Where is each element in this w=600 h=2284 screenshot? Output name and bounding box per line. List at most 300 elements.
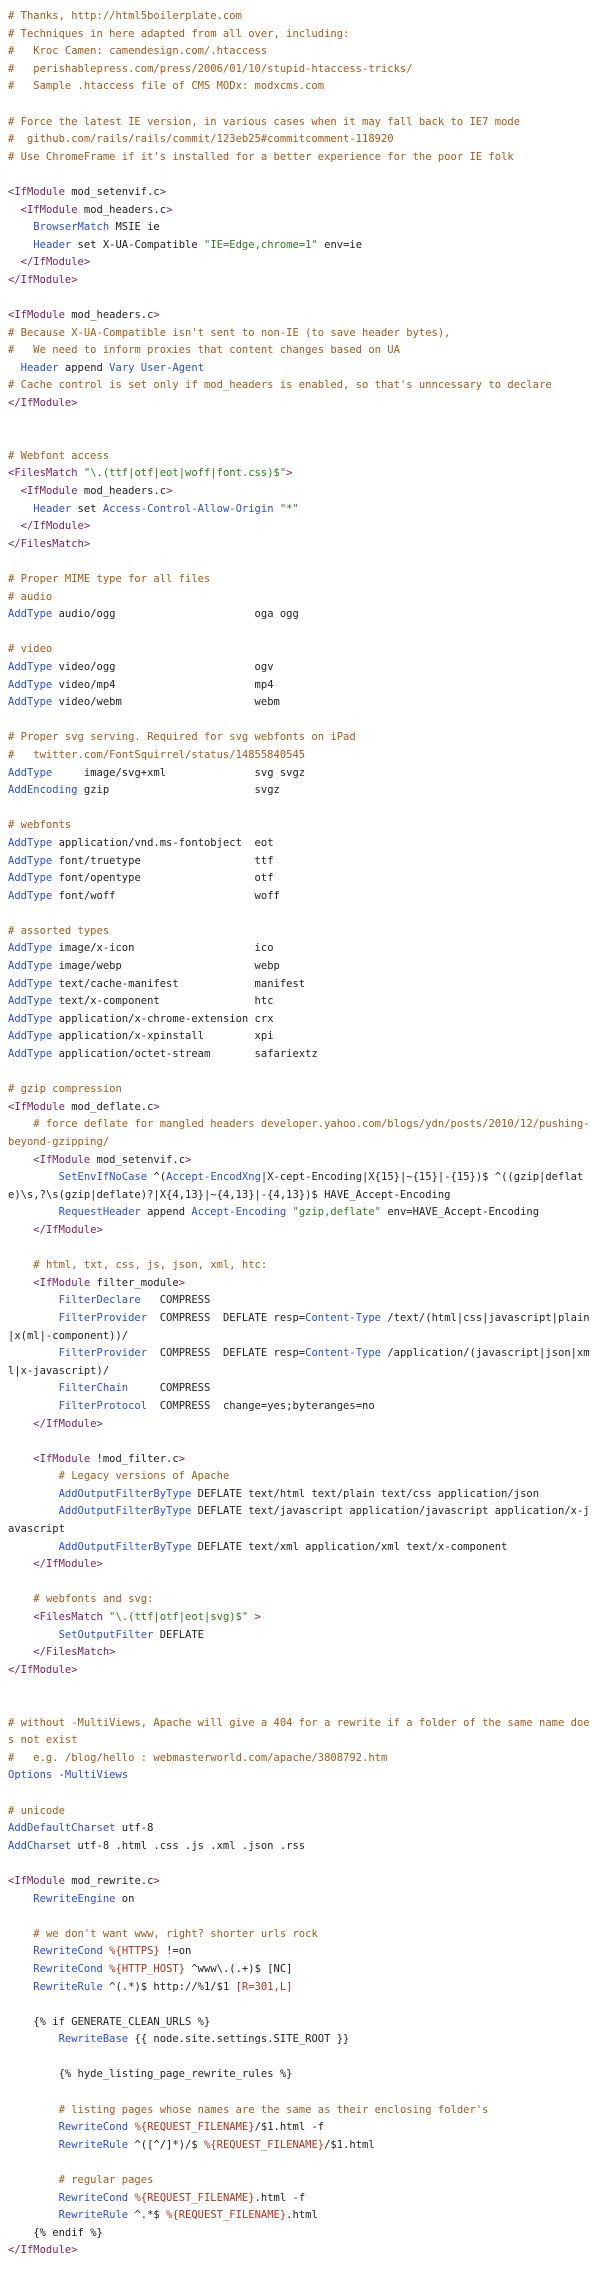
directive-token: RewriteCond bbox=[58, 2191, 129, 2204]
code-text: text/cache-manifest manifest bbox=[52, 977, 306, 990]
code-text: ^(.*)$ http://%1/$1 bbox=[102, 1980, 236, 1993]
tag-token: > bbox=[166, 485, 173, 498]
tag-token: > bbox=[153, 1100, 160, 1113]
code-line bbox=[8, 589, 592, 607]
code-text: mod_rewrite.c bbox=[64, 1874, 154, 1887]
comment-text: # perishablepress.com/press/2006/01/10/stupid-htaccess-tricks/ bbox=[8, 62, 413, 75]
directive-token: AddType bbox=[8, 696, 53, 709]
variable-token: %{HTTP_HOST} bbox=[109, 1962, 186, 1975]
comment-text: # unicode bbox=[8, 1804, 65, 1817]
code-line bbox=[8, 571, 592, 589]
code-text: env=ie bbox=[317, 238, 363, 251]
code-text bbox=[8, 1646, 33, 1658]
code-text: font/opentype otf bbox=[52, 872, 274, 885]
directive-token: FilterProtocol bbox=[58, 1399, 148, 1412]
blank-line bbox=[8, 2154, 592, 2172]
blank-line bbox=[8, 1433, 592, 1451]
code-text bbox=[8, 485, 21, 497]
code-text: COMPRESS DEFLATE resp= bbox=[147, 1347, 306, 1360]
directive-token: RewriteCond bbox=[33, 1962, 103, 1975]
code-text: on bbox=[115, 1892, 135, 1905]
string-token: "*" bbox=[279, 502, 299, 515]
comment-text: # e.g. /blog/hello : webmasterworld.com/apache/3808792.htm bbox=[8, 1751, 388, 1764]
code-text bbox=[8, 2139, 59, 2151]
code-line bbox=[8, 1468, 592, 1486]
directive-token: RewriteRule bbox=[33, 1980, 103, 1993]
code-line bbox=[8, 254, 592, 272]
code-text: set X-UA-Compatible bbox=[71, 238, 204, 251]
string-token: "\.(ttf|otf|eot|svg)$" bbox=[109, 1611, 249, 1624]
blank-line bbox=[8, 624, 592, 642]
directive-token: AddType bbox=[8, 872, 53, 885]
code-line bbox=[8, 1943, 592, 1961]
code-line bbox=[8, 114, 592, 132]
code-text: application/x-chrome-extension crx bbox=[52, 1012, 274, 1025]
code-line bbox=[8, 870, 592, 888]
code-line bbox=[8, 1011, 592, 1029]
comment-text: # we don't want www, right? shorter urls rock bbox=[8, 1927, 318, 1940]
directive-token: AddOutputFilterByType bbox=[58, 1505, 192, 1518]
comment-text: # video bbox=[8, 643, 53, 656]
blank-line bbox=[8, 1574, 592, 1592]
code-text: mod_deflate.c bbox=[64, 1100, 154, 1113]
code-line bbox=[8, 1099, 592, 1117]
tag-token: <IfModule bbox=[20, 485, 78, 498]
code-line bbox=[8, 1838, 592, 1856]
code-line bbox=[8, 2014, 592, 2032]
code-line bbox=[8, 465, 592, 483]
code-line bbox=[8, 8, 592, 26]
code-line bbox=[8, 184, 592, 202]
code-text: COMPRESS bbox=[128, 1382, 211, 1395]
code-line bbox=[8, 1081, 592, 1099]
code-text bbox=[8, 1453, 33, 1465]
code-text: video/webm webm bbox=[52, 696, 280, 709]
tag-token: </IfModule> bbox=[33, 1223, 103, 1236]
tag-token: > bbox=[178, 1452, 186, 1465]
code-line bbox=[8, 518, 592, 536]
code-line bbox=[8, 659, 592, 677]
code-text bbox=[8, 1893, 33, 1905]
blank-line bbox=[8, 430, 592, 448]
blank-line bbox=[8, 166, 592, 184]
code-line bbox=[8, 448, 592, 466]
tag-token: > bbox=[153, 1874, 160, 1887]
directive-token: AddType bbox=[8, 766, 53, 779]
code-line bbox=[8, 1662, 592, 1680]
tag-token: </IfModule> bbox=[8, 397, 78, 410]
code-line bbox=[8, 1275, 592, 1293]
code-line bbox=[8, 1416, 592, 1434]
code-line bbox=[8, 1169, 592, 1204]
code-line bbox=[8, 1257, 592, 1275]
code-line bbox=[8, 501, 592, 519]
directive-token: Access-Control-Allow-Origin bbox=[102, 502, 274, 515]
code-text bbox=[8, 204, 21, 216]
directive-token: AddType bbox=[8, 608, 53, 621]
directive-token: RequestHeader bbox=[58, 1206, 141, 1219]
directive-token: FilterDeclare bbox=[58, 1294, 141, 1307]
code-text bbox=[8, 1611, 33, 1623]
blank-line bbox=[8, 800, 592, 818]
code-line bbox=[8, 1873, 592, 1891]
string-token: "\.(ttf|otf|eot|woff|font.css)$" bbox=[83, 467, 287, 480]
comment-text: # without -MultiViews, Apache will give a 404 for a rewrite if a folder of the same name does not exist bbox=[8, 1716, 590, 1747]
code-line bbox=[8, 993, 592, 1011]
directive-token: Content-Type bbox=[305, 1311, 381, 1324]
tag-token: </FilesMatch> bbox=[33, 1646, 116, 1659]
directive-token: AddType bbox=[8, 836, 53, 849]
code-line bbox=[8, 1644, 592, 1662]
code-text bbox=[8, 1981, 33, 1993]
code-text: image/webp webp bbox=[52, 960, 280, 973]
code-text bbox=[8, 1224, 33, 1236]
directive-token: Header bbox=[33, 238, 72, 251]
code-text bbox=[8, 1312, 59, 1324]
code-line bbox=[8, 606, 592, 624]
directive-token: Header bbox=[33, 502, 72, 515]
directive-token: AddOutputFilterByType bbox=[58, 1487, 192, 1500]
tag-token: </FilesMatch> bbox=[8, 537, 91, 550]
tag-token: <IfModule bbox=[33, 1452, 91, 1465]
directive-token: AddType bbox=[8, 1030, 53, 1043]
code-text: {% if GENERATE_CLEAN_URLS %} bbox=[8, 2015, 211, 2028]
code-line bbox=[8, 2172, 592, 2190]
comment-text: # Techniques in here adapted from all over, including: bbox=[8, 27, 350, 40]
code-text bbox=[8, 1505, 59, 1517]
code-text bbox=[8, 1541, 59, 1553]
blank-line bbox=[8, 553, 592, 571]
comment-text: # webfonts and svg: bbox=[8, 1593, 154, 1606]
tag-token: > bbox=[254, 1611, 261, 1624]
code-line bbox=[8, 307, 592, 325]
code-line bbox=[8, 1627, 592, 1645]
code-text: font/woff woff bbox=[52, 889, 280, 902]
tag-token: </IfModule> bbox=[8, 1663, 78, 1676]
code-text: DEFLATE text/javascript application/javascript application/x-javascript bbox=[8, 1505, 590, 1536]
blank-line bbox=[8, 1064, 592, 1082]
directive-token: MultiViews bbox=[64, 1769, 129, 1782]
directive-token: Vary bbox=[109, 361, 135, 374]
comment-text: # Kroc Camen: camendesign.com/.htaccess bbox=[8, 45, 268, 58]
comment-text: # Legacy versions of Apache bbox=[8, 1470, 230, 1483]
code-text: ^www\.(.+)$ [NC] bbox=[185, 1962, 293, 1975]
code-text: utf-8 bbox=[115, 1822, 154, 1835]
code-text bbox=[8, 221, 33, 233]
comment-text: # html, txt, css, js, json, xml, htc: bbox=[8, 1259, 268, 1272]
variable-token: %{REQUEST_FILENAME} bbox=[166, 2209, 287, 2222]
comment-text: # Because X-UA-Compatible isn't sent to non-IE (to save header bytes), bbox=[8, 326, 451, 339]
code-line bbox=[8, 747, 592, 765]
code-text: /$1.html -f bbox=[254, 2121, 325, 2134]
code-line bbox=[8, 1398, 592, 1416]
comment-text: # Proper svg serving. Required for svg webfonts on iPad bbox=[8, 731, 356, 744]
code-text: image/x-icon ico bbox=[52, 942, 274, 955]
blank-line bbox=[8, 1785, 592, 1803]
code-line bbox=[8, 149, 592, 167]
code-line bbox=[8, 1152, 592, 1170]
directive-token: RewriteEngine bbox=[33, 1892, 116, 1905]
tag-token: </IfModule> bbox=[33, 1417, 103, 1430]
tag-token: </IfModule> bbox=[20, 256, 91, 269]
comment-text: # Cache control is set only if mod_headers is enabled, so that's unncessary to declare bbox=[8, 379, 552, 392]
code-line bbox=[8, 2242, 592, 2260]
code-line bbox=[8, 1891, 592, 1909]
code-text: !mod_filter.c bbox=[90, 1452, 179, 1465]
code-text: audio/ogg oga ogg bbox=[52, 608, 299, 621]
tag-token: <IfModule bbox=[8, 309, 65, 322]
code-line bbox=[8, 1380, 592, 1398]
code-line bbox=[8, 2207, 592, 2225]
directive-token: AddCharset bbox=[8, 1839, 72, 1852]
code-text bbox=[8, 1277, 33, 1289]
code-text bbox=[8, 1294, 59, 1306]
comment-text: # Webfont access bbox=[8, 449, 110, 462]
code-text: ^.*$ bbox=[128, 2209, 167, 2222]
code-text: {{ node.site.settings.SITE_ROOT }} bbox=[128, 2033, 350, 2046]
blank-line bbox=[8, 905, 592, 923]
code-text bbox=[8, 1171, 59, 1183]
code-text: {% endif %} bbox=[8, 2226, 103, 2239]
directive-token: AddDefaultCharset bbox=[8, 1822, 116, 1835]
code-text: mod_headers.c bbox=[77, 203, 167, 216]
tag-token: <IfModule bbox=[33, 1276, 91, 1289]
code-text bbox=[8, 503, 33, 515]
code-text: /application/(javascript|json|xml|x-javascript)/ bbox=[8, 1347, 590, 1377]
code-text: .html -f bbox=[254, 2191, 306, 2204]
directive-token: AddEncoding bbox=[8, 784, 78, 797]
comment-text: # We need to inform proxies that content changes based on UA bbox=[8, 344, 400, 357]
code-line bbox=[8, 2066, 592, 2084]
code-text: video/ogg ogv bbox=[52, 660, 274, 673]
tag-token: <IfModule bbox=[33, 1153, 91, 1166]
code-line bbox=[8, 677, 592, 695]
code-text bbox=[8, 2192, 59, 2204]
code-text: COMPRESS change=yes;byteranges=no bbox=[147, 1399, 375, 1412]
tag-token: > bbox=[286, 467, 293, 480]
code-line bbox=[8, 1116, 592, 1151]
directive-token: FilterProvider bbox=[58, 1311, 148, 1324]
directive-token: SetEnvIfNoCase bbox=[58, 1171, 148, 1184]
code-text: text/x-component htc bbox=[52, 995, 274, 1008]
code-line bbox=[8, 26, 592, 44]
code-text bbox=[8, 1382, 59, 1394]
code-line bbox=[8, 835, 592, 853]
string-token: "gzip,deflate" bbox=[292, 1206, 382, 1219]
comment-text: # Thanks, http://html5boilerplate.com bbox=[8, 10, 242, 22]
code-text: video/mp4 mp4 bbox=[52, 678, 274, 691]
directive-token: AddType bbox=[8, 854, 53, 867]
tag-token: > bbox=[185, 1153, 192, 1166]
variable-token: %{REQUEST_FILENAME} bbox=[203, 2138, 325, 2151]
comment-text: # audio bbox=[8, 590, 53, 603]
code-line bbox=[8, 817, 592, 835]
code-line bbox=[8, 43, 592, 61]
blank-line bbox=[8, 2049, 592, 2067]
variable-token: [R=301,L] bbox=[235, 1980, 293, 1993]
code-text: - bbox=[52, 1769, 65, 1782]
code-line bbox=[8, 360, 592, 378]
blank-line bbox=[8, 1697, 592, 1715]
code-line bbox=[8, 325, 592, 343]
directive-token: AddType bbox=[8, 678, 53, 691]
tag-token: > bbox=[153, 309, 160, 322]
tag-token: <FilesMatch bbox=[8, 467, 78, 480]
code-text bbox=[8, 256, 21, 268]
code-text bbox=[8, 2209, 59, 2221]
code-line bbox=[8, 1767, 592, 1785]
code-line bbox=[8, 1028, 592, 1046]
code-line bbox=[8, 342, 592, 360]
code-line bbox=[8, 536, 592, 554]
code-text bbox=[8, 1347, 59, 1359]
code-line bbox=[8, 1486, 592, 1504]
code-line bbox=[8, 1591, 592, 1609]
blank-line bbox=[8, 96, 592, 114]
code-line bbox=[8, 940, 592, 958]
code-text: mod_setenvif.c bbox=[64, 185, 160, 198]
directive-token: AddType bbox=[8, 889, 53, 902]
code-line bbox=[8, 1204, 592, 1222]
blank-line bbox=[8, 1996, 592, 2014]
code-text: /$1.html bbox=[324, 2138, 375, 2151]
code-text: set bbox=[71, 502, 103, 515]
blank-line bbox=[8, 413, 592, 431]
code-line bbox=[8, 1046, 592, 1064]
code-line bbox=[8, 1926, 592, 1944]
code-text bbox=[8, 1206, 59, 1218]
code-line bbox=[8, 1345, 592, 1380]
tag-token: </IfModule> bbox=[33, 1558, 103, 1571]
code-line bbox=[8, 2102, 592, 2120]
directive-token: AddType bbox=[8, 660, 53, 673]
code-text: COMPRESS DEFLATE resp= bbox=[147, 1311, 306, 1324]
code-text: MSIE ie bbox=[109, 221, 160, 234]
code-line bbox=[8, 1503, 592, 1538]
blank-line bbox=[8, 290, 592, 308]
code-text bbox=[8, 1945, 33, 1957]
tag-token: > bbox=[159, 185, 167, 198]
code-text: .html bbox=[286, 2209, 318, 2222]
directive-token: RewriteCond bbox=[33, 1945, 103, 1958]
code-line bbox=[8, 1820, 592, 1838]
tag-token: </IfModule> bbox=[8, 2244, 78, 2257]
code-text bbox=[8, 239, 33, 251]
code-line bbox=[8, 694, 592, 712]
code-line bbox=[8, 1556, 592, 1574]
code-text: utf-8 .html .css .js .xml .json .rss bbox=[71, 1839, 306, 1852]
code-line bbox=[8, 2225, 592, 2243]
comment-text: # listing pages whose names are the same as their enclosing folder's bbox=[8, 2103, 489, 2116]
tag-token: > bbox=[166, 203, 173, 216]
code-line bbox=[8, 1961, 592, 1979]
tag-token: <IfModule bbox=[8, 1100, 65, 1113]
code-text bbox=[8, 2033, 59, 2045]
code-line bbox=[8, 729, 592, 747]
code-line bbox=[8, 219, 592, 237]
blank-line bbox=[8, 2084, 592, 2102]
code-line bbox=[8, 853, 592, 871]
comment-text: # assorted types bbox=[8, 924, 110, 937]
comment-text: # regular pages bbox=[8, 2174, 154, 2187]
code-text: append bbox=[140, 1206, 192, 1219]
code-text: image/svg+xml svg svgz bbox=[52, 766, 306, 779]
code-line bbox=[8, 131, 592, 149]
directive-token: AddType bbox=[8, 960, 53, 973]
code-text: mod_headers.c bbox=[77, 485, 167, 498]
tag-token: <IfModule bbox=[8, 185, 65, 198]
directive-token: Options bbox=[8, 1769, 53, 1782]
code-line bbox=[8, 2119, 592, 2137]
code-line bbox=[8, 395, 592, 413]
directive-token: User-Agent bbox=[140, 361, 205, 374]
code-text: font/truetype ttf bbox=[52, 854, 274, 867]
code-line bbox=[8, 237, 592, 255]
comment-text: # github.com/rails/rails/commit/123eb25#commitcomment-118920 bbox=[8, 133, 394, 146]
directive-token: Header bbox=[20, 361, 59, 374]
comment-text: # force deflate for mangled headers developer.yahoo.com/blogs/ydn/posts/2010/12/pushing-beyond-gzipping/ bbox=[8, 1118, 590, 1148]
code-line bbox=[8, 78, 592, 96]
directive-token: SetOutputFilter bbox=[58, 1628, 154, 1641]
comment-text: # Proper MIME type for all files bbox=[8, 573, 211, 585]
code-text bbox=[8, 2121, 59, 2133]
code-line bbox=[8, 272, 592, 290]
code-line bbox=[8, 1539, 592, 1557]
code-text bbox=[8, 1154, 33, 1166]
tag-token: </IfModule> bbox=[8, 273, 78, 286]
code-text: DEFLATE bbox=[153, 1628, 204, 1641]
code-text: filter_module bbox=[90, 1276, 179, 1289]
directive-token: RewriteBase bbox=[58, 2033, 129, 2046]
code-text bbox=[8, 1963, 33, 1975]
code-line bbox=[8, 1451, 592, 1469]
code-text: /text/(html|css|javascript|plain|x(ml|-component))/ bbox=[8, 1311, 590, 1342]
directive-token: AddOutputFilterByType bbox=[58, 1540, 192, 1553]
tag-token: <FilesMatch bbox=[33, 1611, 103, 1624]
code-line bbox=[8, 1222, 592, 1240]
comment-text: # Use ChromeFrame if it's installed for a better experience for the poor IE folk bbox=[8, 150, 514, 163]
directive-token: RewriteRule bbox=[58, 2209, 129, 2222]
directive-token: Accept-EncodXng bbox=[166, 1171, 261, 1184]
code-text bbox=[8, 1558, 33, 1570]
code-line bbox=[8, 202, 592, 220]
comment-text: # Force the latest IE version, in various cases when it may fall back to IE7 mode bbox=[8, 115, 521, 128]
code-line bbox=[8, 641, 592, 659]
tag-token: </IfModule> bbox=[20, 520, 91, 533]
code-text: application/octet-stream safariextz bbox=[52, 1048, 318, 1061]
code-text: gzip svgz bbox=[77, 784, 280, 797]
comment-text: # webfonts bbox=[8, 819, 72, 832]
directive-token: AddType bbox=[8, 995, 53, 1008]
code-line bbox=[8, 765, 592, 783]
string-token: "IE=Edge,chrome=1" bbox=[204, 238, 318, 251]
directive-token: Content-Type bbox=[305, 1347, 381, 1360]
code-line bbox=[8, 2137, 592, 2155]
directive-token: RewriteRule bbox=[58, 2138, 129, 2151]
tag-token: > bbox=[178, 1276, 186, 1289]
code-text bbox=[8, 1488, 59, 1500]
code-text: {% hyde_listing_page_rewrite_rules %} bbox=[8, 2068, 293, 2081]
code-line bbox=[8, 1979, 592, 1997]
code-line bbox=[8, 958, 592, 976]
comment-text: # gzip compression bbox=[8, 1083, 122, 1096]
comment-text: # twitter.com/FontSquirrel/status/14855840545 bbox=[8, 748, 306, 761]
code-line bbox=[8, 1803, 592, 1821]
directive-token: RewriteCond bbox=[58, 2121, 129, 2134]
code-text: append bbox=[58, 361, 110, 374]
code-line bbox=[8, 1292, 592, 1310]
directive-token: AddType bbox=[8, 1048, 53, 1061]
